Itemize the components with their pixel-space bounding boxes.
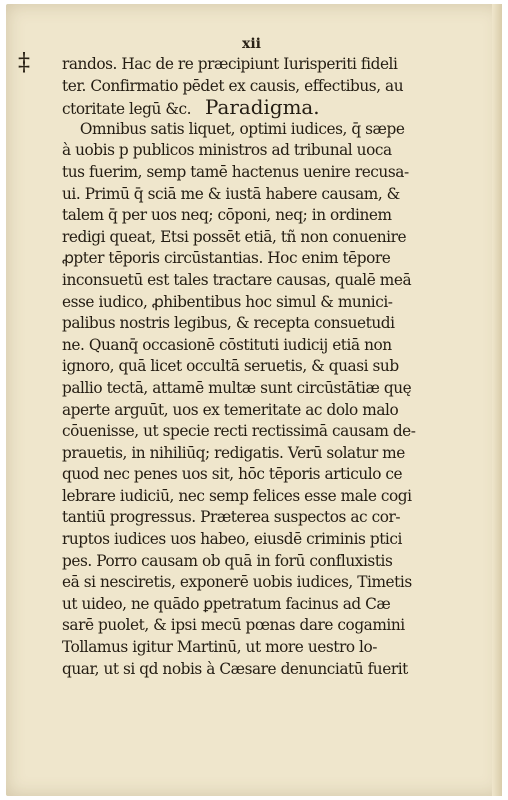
- text-line: Tollamus igitur Martinū, ut more uestro lo-: [62, 638, 377, 657]
- text-line: ruptos iudices uos habeo, eiusdē criminis ptici: [62, 530, 402, 549]
- text-line: Omnibus satis liquet, optimi iudices, q̄ sæpe: [79, 119, 405, 138]
- text-line: ctoritate legū &c.: [62, 100, 192, 119]
- text-line: ignoro, quā licet occultā seruetis, & quasi sub: [62, 357, 399, 376]
- text-line: ui. Primū q̄ sciā me & iustā habere causam, &: [62, 184, 400, 203]
- page-edge-shadow: [492, 4, 502, 796]
- text-line: ꝓpter tēporis circūstantias. Hoc enim tēpore: [62, 249, 391, 268]
- text-line: lebrare iudiciū, nec semp felices esse male cogi: [62, 486, 412, 505]
- text-line-with-heading: [62, 97, 460, 119]
- text-line: quar, ut si qd nobis à Cæsare denunciatū fuerit: [62, 659, 408, 678]
- text-line: tantiū progressus. Præterea suspectos ac cor-: [62, 508, 401, 527]
- text-line: randos. Hac de re præcipiunt Iurisperiti fideli: [62, 55, 398, 73]
- text-line: sarē puolet, & ipsi mecū pœnas dare cogamini: [62, 616, 405, 635]
- book-page: [6, 4, 502, 796]
- text-line: ne. Quanq̄ occasionē cōstituti iudicij etiā non: [62, 335, 392, 354]
- section-heading: Paradigma.: [204, 95, 320, 120]
- margin-mark: ‡: [18, 48, 30, 76]
- text-line: tus fuerim, semp tamē hactenus uenire recusa-: [62, 162, 409, 181]
- folio-number: xii: [242, 36, 261, 52]
- text-line: ter. Confirmatio pēdet ex causis, effectibus, au: [62, 76, 404, 95]
- text-line: ut uideo, ne quādo ꝑpetratum facinus ad Cæ: [62, 594, 391, 613]
- text-line: prauetis, in nihiliūq; redigatis. Verū solatur me: [62, 443, 405, 462]
- text-line: cōuenisse, ut specie recti rectissimā causam de-: [62, 422, 416, 441]
- text-line: pes. Porro causam ob quā in forū confluxistis: [62, 551, 393, 570]
- text-line: quod nec penes uos sit, hōc tēporis articulo ce: [62, 465, 403, 484]
- text-line: esse iudico, ꝓhibentibus hoc simul & munici-: [62, 292, 393, 311]
- text-line: inconsuetū est tales tractare causas, qualē meā: [62, 270, 412, 289]
- text-block: [62, 54, 462, 680]
- text-line: talem q̄ per uos neq; cōponi, neq; in ordinem: [62, 206, 392, 225]
- text-line: à uobis p publicos ministros ad tribunal uoca: [62, 141, 392, 160]
- text-line: palibus nostris legibus, & recepta consuetudi: [62, 314, 395, 333]
- text-line: redigi queat, Etsi possēt etiā, tñ non conuenire: [62, 227, 407, 246]
- text-line: aperte arguūt, uos ex temeritate ac dolo malo: [62, 400, 399, 419]
- text-line: pallio tectā, attamē multæ sunt circūstātiæ quę: [62, 378, 412, 397]
- text-line: eā si nesciretis, exponerē uobis iudices, Timetis: [62, 573, 412, 592]
